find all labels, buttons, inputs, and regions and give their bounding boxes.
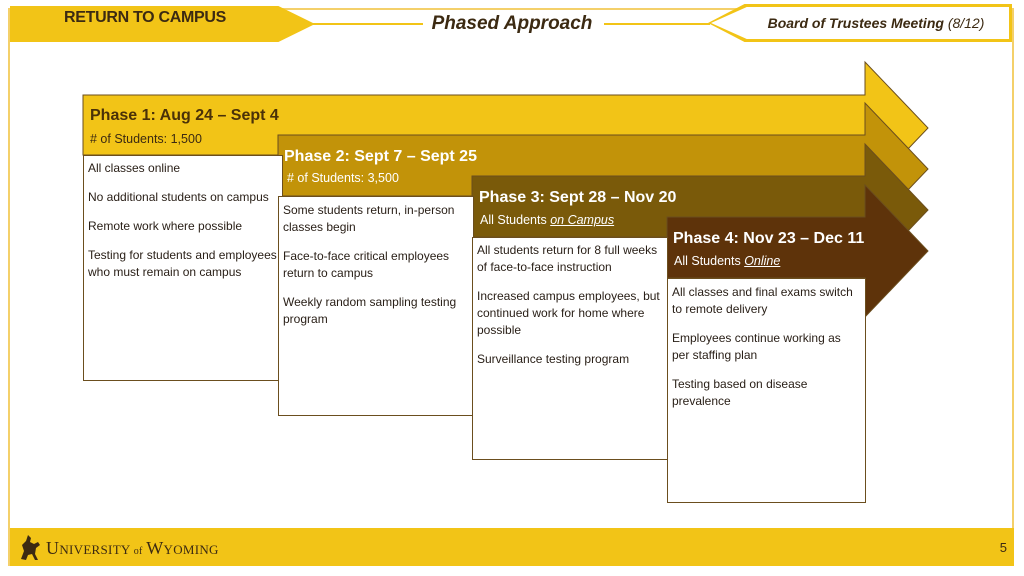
phase-2-item: Weekly random sampling testing program: [283, 295, 457, 326]
phase-1-subtitle: # of Students: 1,500: [90, 132, 202, 146]
phase-1-item: Testing for students and employees who must remain on campus: [88, 248, 277, 279]
phase-2-box: [278, 196, 474, 416]
section-label: RETURN TO CAMPUS: [63, 9, 227, 26]
page-number: 5: [999, 540, 1007, 555]
phase-4-title: Phase 4: Nov 23 – Dec 11: [673, 230, 865, 247]
phase-4-subtitle-emphasis: Online: [744, 254, 781, 268]
phase-4-subtitle-prefix: All Students: [674, 254, 745, 268]
phase-3-subtitle-prefix: All Students: [480, 213, 551, 227]
phase-3-subtitle: [480, 213, 614, 227]
phase-2-item: Some students return, in-person classes begin: [283, 203, 455, 234]
phase-3-subtitle-emphasis: on Campus: [550, 213, 615, 227]
phase-1-box: [83, 155, 283, 381]
phase-1-title: Phase 1: Aug 24 – Sept 4: [90, 107, 279, 124]
page-title: Phased Approach: [431, 13, 593, 34]
phase-3-item: Surveillance testing program: [477, 352, 630, 366]
phase-4-item: Testing based on disease prevalence: [672, 377, 808, 408]
university-logo: [18, 532, 219, 564]
meeting-date: (8/12): [947, 15, 985, 31]
phase-4-box: [667, 278, 866, 503]
phase-1-item: Remote work where possible: [88, 219, 243, 233]
phase-4-item: All classes and final exams switch to remote delivery: [672, 285, 853, 316]
logo-wordmark: UNIVERSITY of WYOMING: [46, 537, 219, 558]
phase-2-item: Face-to-face critical employees return to campus: [283, 249, 450, 280]
phase-3-box: [472, 237, 668, 460]
phase-3-item: Increased campus employees, but continued work for home where possible: [477, 289, 660, 337]
phase-1-item: No additional students on campus: [88, 190, 269, 204]
phase-4-item: Employees continue working as per staffing plan: [672, 331, 841, 362]
phase-2-title: Phase 2: Sept 7 – Sept 25: [284, 148, 477, 165]
phase-1-item: All classes online: [88, 161, 181, 175]
phase-4-subtitle: [674, 254, 780, 268]
phase-3-title: Phase 3: Sept 28 – Nov 20: [479, 189, 677, 206]
phase-3-item: All students return for 8 full weeks of face-to-face instruction: [477, 243, 658, 274]
bucking-horse-icon: [18, 533, 42, 563]
meeting-label: Board of Trustees Meeting: [767, 15, 944, 31]
phase-2-subtitle: # of Students: 3,500: [287, 171, 399, 185]
